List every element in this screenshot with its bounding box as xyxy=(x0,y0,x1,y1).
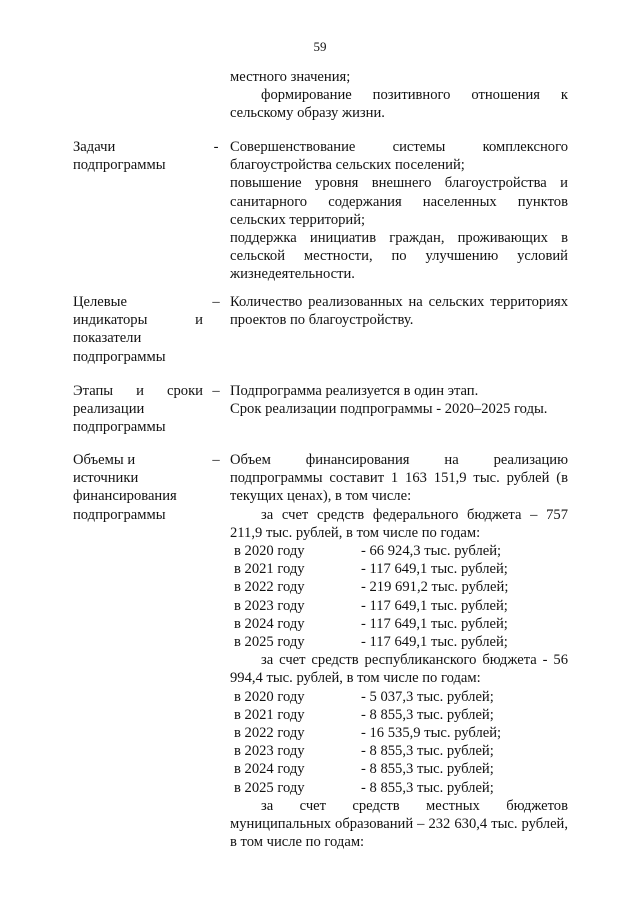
year-amount: - 117 649,1 тыс. рублей; xyxy=(361,634,508,651)
tasks-content xyxy=(230,138,568,284)
year-label: в 2021 году xyxy=(234,706,305,723)
continuation-line: местного значения; xyxy=(230,69,351,85)
stages-line: Подпрограмма реализуется в один этап. xyxy=(230,383,479,399)
finance-label-line: подпрограммы xyxy=(73,506,166,523)
stages-label-line: Этапы и сроки xyxy=(73,383,203,399)
federal-year-row xyxy=(230,615,568,633)
year-amount: - 117 649,1 тыс. рублей; xyxy=(361,615,508,632)
indicators-text: Количество реализованных на сельских территориях проектов по благоустройству. xyxy=(230,294,568,329)
republic-year-row xyxy=(230,724,568,742)
year-label: в 2022 году xyxy=(234,579,305,596)
year-label: в 2024 году xyxy=(234,761,305,778)
stages-dash: – xyxy=(212,383,220,399)
indicators-dash: – xyxy=(212,294,220,310)
year-label: в 2023 году xyxy=(234,743,305,760)
year-amount: - 8 855,3 тыс. рублей; xyxy=(361,779,494,796)
year-amount: - 117 649,1 тыс. рублей; xyxy=(361,561,508,578)
republic-year-row xyxy=(230,742,568,760)
stages-label-line: реализации xyxy=(73,401,145,418)
year-label: в 2025 году xyxy=(234,634,305,651)
republic-year-row xyxy=(230,688,568,706)
federal-year-row xyxy=(230,578,568,596)
year-amount: - 66 924,3 тыс. рублей; xyxy=(361,543,502,560)
tasks-paragraph: Совершенствование системы комплексного благоустройства сельских поселений; xyxy=(230,139,568,174)
finance-label-line: финансирования xyxy=(73,488,177,505)
year-label: в 2022 году xyxy=(234,725,305,742)
tasks-label xyxy=(73,138,203,174)
stages-content xyxy=(230,382,568,418)
federal-year-row xyxy=(230,597,568,615)
republic-year-row xyxy=(230,760,568,778)
year-label: в 2021 году xyxy=(234,561,305,578)
year-amount: - 117 649,1 тыс. рублей; xyxy=(361,597,508,614)
indicators-label-line: Целевые xyxy=(73,294,127,310)
indicators-label-line: подпрограммы xyxy=(73,348,166,365)
local-heading: за счет средств местных бюджетов муниципальных образований – 232 630,4 тыс. рублей, в том числе по годам: xyxy=(230,797,568,851)
republic-year-row xyxy=(230,706,568,724)
federal-year-row xyxy=(230,633,568,651)
tasks-label-line: подпрограммы xyxy=(73,157,166,174)
finance-intro: Объем финансирования на реализацию подпрограммы составит 1 163 151,9 тыс. рублей (в текущих ценах), в том числе: xyxy=(230,452,568,505)
federal-heading: за счет средств федерального бюджета – 757 211,9 тыс. рублей, в том числе по годам: xyxy=(230,506,568,541)
stages-label-line: подпрограммы xyxy=(73,419,166,436)
finance-label-line: источники xyxy=(73,470,139,487)
finance-label xyxy=(73,451,203,524)
tasks-paragraph: повышение уровня внешнего благоустройства и санитарного содержания населенных пунктов сельских территорий; xyxy=(230,175,568,228)
year-amount: - 8 855,3 тыс. рублей; xyxy=(361,761,494,778)
tasks-label-line: Задачи xyxy=(73,139,116,155)
stages-label xyxy=(73,382,203,437)
indicators-label-line: показатели xyxy=(73,330,142,347)
finance-label-line: Объемы и xyxy=(73,452,136,468)
year-label: в 2023 году xyxy=(234,597,305,614)
year-label: в 2024 году xyxy=(234,615,305,632)
indicators-label xyxy=(73,293,203,366)
indicators-label-line: индикаторы и xyxy=(73,312,203,329)
year-amount: - 8 855,3 тыс. рублей; xyxy=(361,706,494,723)
year-label: в 2020 году xyxy=(234,688,305,705)
finance-dash: – xyxy=(212,452,220,468)
year-amount: - 8 855,3 тыс. рублей; xyxy=(361,743,494,760)
finance-content xyxy=(230,451,568,851)
tasks-paragraph: поддержка инициатив граждан, проживающих в сельской местности, по улучшению условий жизнедеятельности. xyxy=(230,230,568,283)
year-amount: - 5 037,3 тыс. рублей; xyxy=(361,688,494,705)
continuation-paragraph: формирование позитивного отношения к сельскому образу жизни. xyxy=(230,87,568,122)
republic-year-row xyxy=(230,779,568,797)
year-amount: - 219 691,2 тыс. рублей; xyxy=(361,579,509,596)
stages-line: Срок реализации подпрограммы - 2020–2025 годы. xyxy=(230,401,548,418)
continuation-content xyxy=(230,68,568,123)
republic-heading: за счет средств республиканского бюджета - 56 994,4 тыс. рублей, в том числе по годам: xyxy=(230,652,568,687)
year-label: в 2025 году xyxy=(234,779,305,796)
tasks-dash: - xyxy=(213,139,219,155)
indicators-content xyxy=(230,293,568,329)
federal-year-row xyxy=(230,560,568,578)
year-label: в 2020 году xyxy=(234,543,305,560)
federal-year-row xyxy=(230,542,568,560)
year-amount: - 16 535,9 тыс. рублей; xyxy=(361,725,502,742)
page-number: 59 xyxy=(313,39,327,54)
